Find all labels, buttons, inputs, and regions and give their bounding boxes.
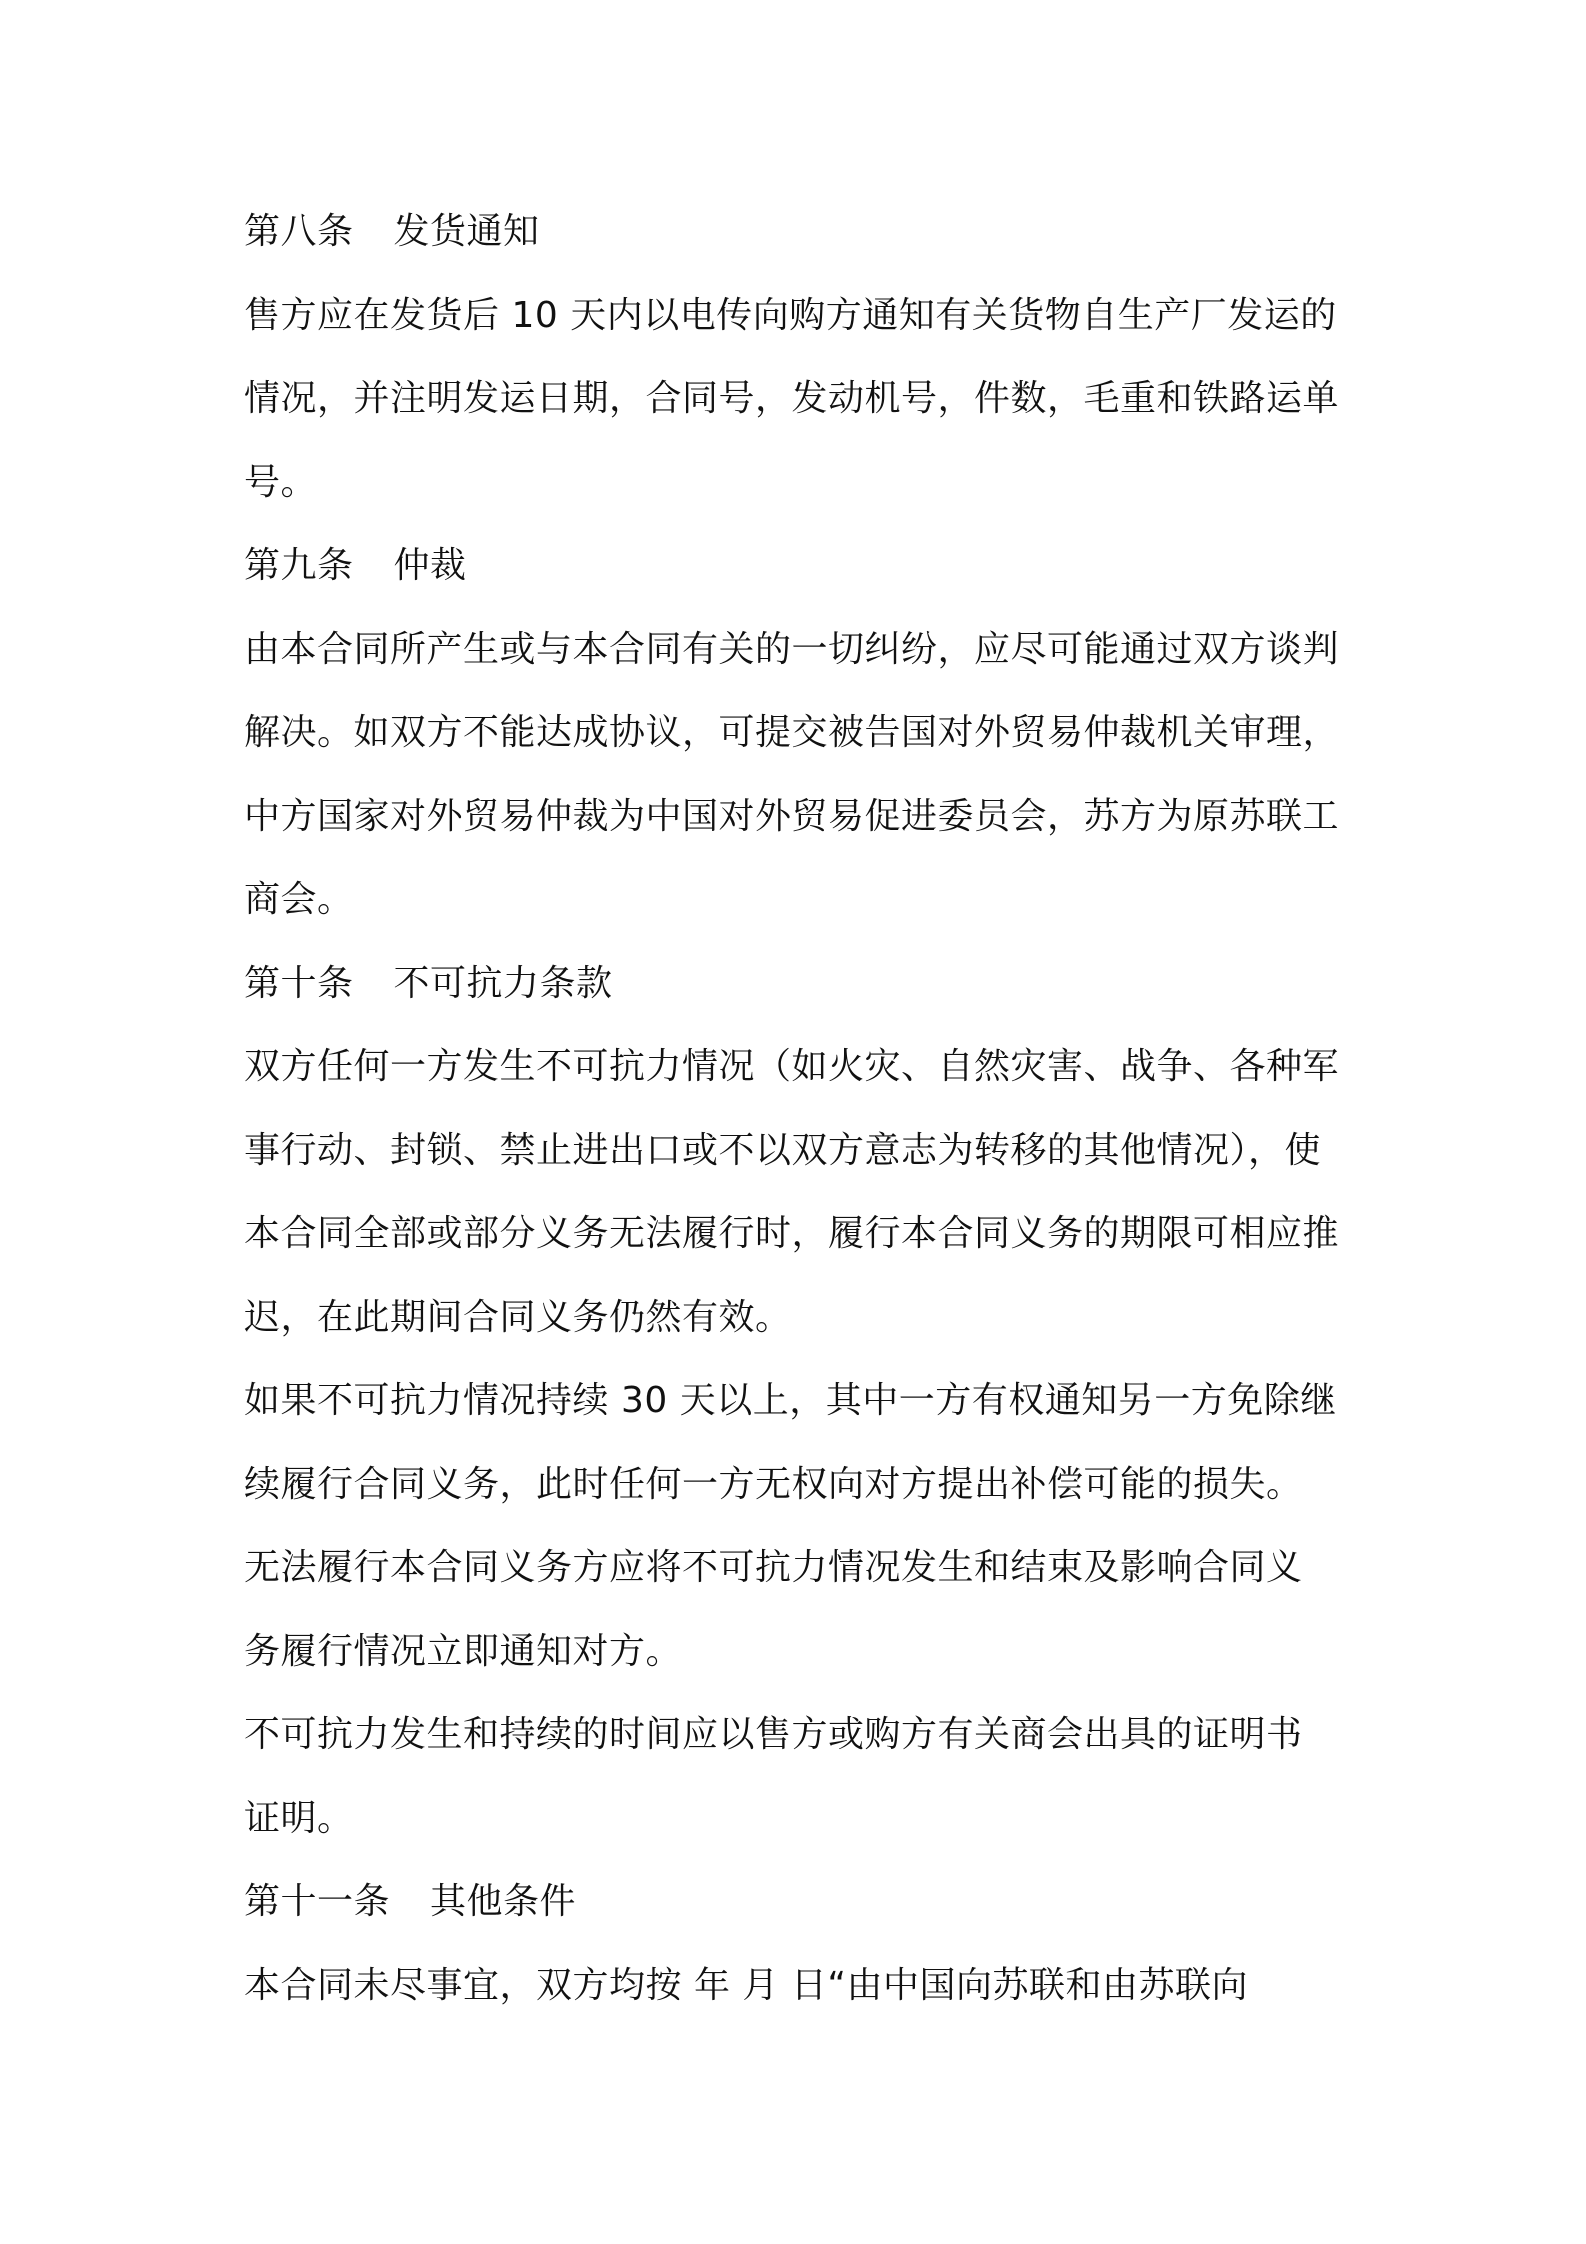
article-11-number: 第十一条 — [244, 1881, 391, 1922]
paragraph-line: 情况，并注明发运日期，合同号，发动机号，件数，毛重和铁路运单 — [244, 378, 1340, 419]
article-9-title: 仲裁 — [393, 545, 467, 586]
paragraph-line: 续履行合同义务，此时任何一方无权向对方提出补偿可能的损失。 — [244, 1463, 1303, 1505]
paragraph-line: 务履行情况立即通知对方。 — [244, 1630, 683, 1672]
article-11-title: 其他条件 — [430, 1881, 577, 1922]
article-10-title: 不可抗力条款 — [393, 962, 613, 1004]
paragraph-line: 双方任何一方发生不可抗力情况（如火灾、自然灾害、战争、各种军 — [244, 1046, 1340, 1087]
article-8-number: 第八条 — [244, 211, 354, 252]
article-11-heading — [244, 1860, 1364, 1944]
paragraph-line: 解决。如双方不能达成协议，可提交被告国对外贸易仲裁机关审理， — [244, 712, 1340, 753]
paragraph-line: 无法履行本合同义务方应将不可抗力情况发生和结束及影响合同义 — [244, 1547, 1303, 1588]
paragraph-line: 不可抗力发生和持续的时间应以售方或购方有关商会出具的证明书 — [244, 1714, 1303, 1755]
article-8-title: 发货通知 — [393, 211, 540, 252]
article-10-number: 第十条 — [244, 962, 354, 1004]
article-9-heading — [244, 524, 1364, 608]
paragraph-line: 由本合同所产生或与本合同有关的一切纠纷，应尽可能通过双方谈判 — [244, 628, 1340, 670]
article-10-heading — [244, 942, 1364, 1026]
article-8-heading — [244, 190, 1364, 274]
paragraph-line: 如果不可抗力情况持续 30 天以上，其中一方有权通知另一方免除继 — [244, 1380, 1337, 1421]
paragraph-line: 本合同未尽事宜，双方均按 年 月 日“由中国向苏联和由苏联向 — [244, 1964, 1248, 2006]
paragraph-line: 商会。 — [244, 879, 354, 920]
paragraph-line: 事行动、封锁、禁止进出口或不以双方意志为转移的其他情况），使 — [244, 1129, 1322, 1171]
paragraph-line: 售方应在发货后 10 天内以电传向购方通知有关货物自生产厂发运的 — [244, 294, 1337, 336]
paragraph-line: 号。 — [244, 461, 318, 503]
paragraph-line: 迟，在此期间合同义务仍然有效。 — [244, 1296, 792, 1338]
paragraph-line: 证明。 — [244, 1797, 354, 1839]
paragraph-line: 本合同全部或部分义务无法履行时，履行本合同义务的期限可相应推 — [244, 1213, 1340, 1254]
article-9-number: 第九条 — [244, 545, 354, 586]
paragraph-line: 中方国家对外贸易仲裁为中国对外贸易促进委员会，苏方为原苏联工 — [244, 795, 1340, 837]
document-body — [244, 190, 1364, 2027]
